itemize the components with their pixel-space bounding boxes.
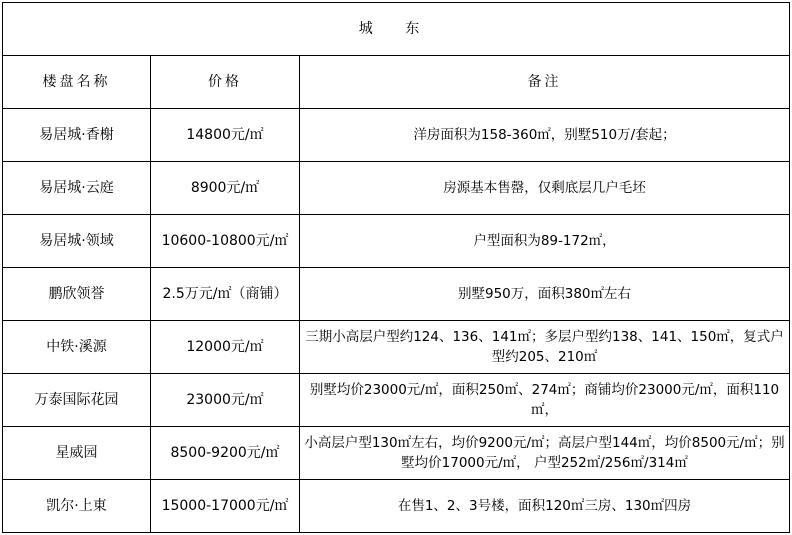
table-row: [3, 321, 790, 374]
cell-name: 星威园: [3, 427, 151, 480]
table-header-row: [3, 56, 790, 109]
cell-note: 别墅均价23000元/㎡，面积250㎡、274㎡；商铺均价23000元/㎡，面积110㎡，: [300, 374, 790, 427]
cell-price: 23000元/㎡: [151, 374, 300, 427]
table-row: [3, 268, 790, 321]
cell-note: 三期小高层户型约124、136、141㎡；多层户型约138、141、150㎡，复式户型约205、210㎡: [300, 321, 790, 374]
cell-price: 8500-9200元/㎡: [151, 427, 300, 480]
cell-note: 别墅950万，面积380㎡左右: [300, 268, 790, 321]
cell-note: 小高层户型130㎡左右，均价9200元/㎡；高层户型144㎡，均价8500元/㎡；别墅均价17000元/㎡， 户型252㎡/256㎡/314㎡: [300, 427, 790, 480]
table-row: [3, 480, 790, 533]
cell-price: 12000元/㎡: [151, 321, 300, 374]
header-price: 价格: [151, 56, 300, 109]
header-project-name: 楼盘名称: [3, 56, 151, 109]
cell-price: 15000-17000元/㎡: [151, 480, 300, 533]
header-remarks: 备注: [300, 56, 790, 109]
table-row: [3, 162, 790, 215]
property-table: [2, 2, 790, 533]
cell-price: 2.5万元/㎡（商铺）: [151, 268, 300, 321]
cell-note: 在售1、2、3号楼，面积120㎡三房、130㎡四房: [300, 480, 790, 533]
cell-note: 洋房面积为158-360㎡，别墅510万/套起；: [300, 109, 790, 162]
cell-name: 易居城·领域: [3, 215, 151, 268]
cell-price: 8900元/㎡: [151, 162, 300, 215]
table-title: 城 东: [3, 3, 790, 56]
table-row: [3, 374, 790, 427]
cell-name: 易居城·云庭: [3, 162, 151, 215]
cell-note: 房源基本售罄，仅剩底层几户毛坯: [300, 162, 790, 215]
cell-price: 14800元/㎡: [151, 109, 300, 162]
cell-name: 万泰国际花园: [3, 374, 151, 427]
table-title-row: [3, 3, 790, 56]
cell-name: 鹏欣领誉: [3, 268, 151, 321]
cell-note: 户型面积为89-172㎡，: [300, 215, 790, 268]
table-row: [3, 215, 790, 268]
cell-name: 易居城·香榭: [3, 109, 151, 162]
cell-price: 10600-10800元/㎡: [151, 215, 300, 268]
cell-name: 凯尔·上東: [3, 480, 151, 533]
cell-name: 中铁·溪源: [3, 321, 151, 374]
table-row: [3, 427, 790, 480]
table-row: [3, 109, 790, 162]
